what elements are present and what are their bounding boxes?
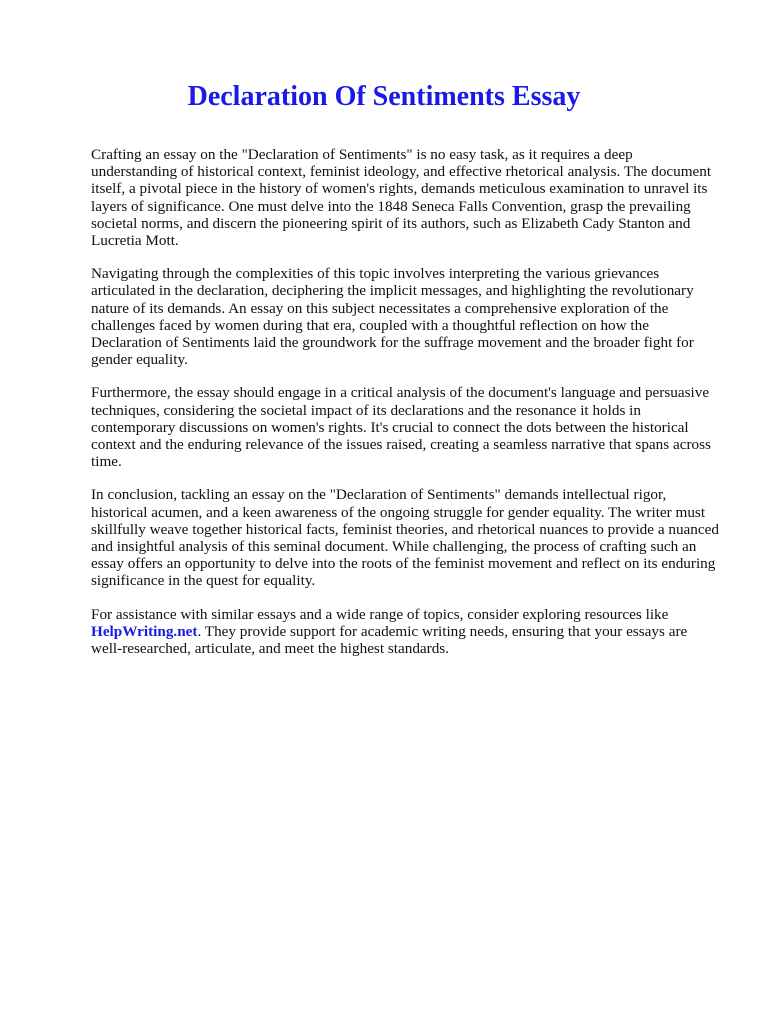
document-body: [91, 146, 721, 673]
paragraph-2: Navigating through the complexities of this topic involves interpreting the various grievances articulated in the declaration, deciphering the implicit messages, and highlighting the revolutionary nature of its demands. An essay on this subject necessitates a comprehensive exploration of the challenges faced by women during that era, coupled with a thoughtful reflection on how the Declaration of Sentiments laid the groundwork for the suffrage movement and the broader fight for gender equality.: [91, 265, 694, 369]
paragraph-4: In conclusion, tackling an essay on the "Declaration of Sentiments" demands intellectual rigor, historical acumen, and a keen awareness of the ongoing struggle for gender equality. The writer must skillfully weave together historical facts, feminist theories, and rhetorical nuances to provide a nuanced and insightful analysis of this seminal document. While challenging, the process of crafting such an essay offers an opportunity to delve into the roots of the feminist movement and reflect on its enduring significance in the quest for equality.: [91, 486, 719, 590]
closing-text-after-link: . They provide support for academic writing needs, ensuring that your essays are well-researched, articulate, and meet the highest standards.: [91, 622, 688, 658]
paragraph-3: Furthermore, the essay should engage in a critical analysis of the document's language and persuasive techniques, considering the societal impact of its declarations and the resonance it holds in contemporary discussions on women's rights. It's crucial to connect the dots between the historical context and the enduring relevance of the issues raised, creating a seamless narrative that spans across time.: [91, 384, 711, 471]
closing-paragraph: [91, 606, 721, 658]
document-title: Declaration Of Sentiments Essay: [187, 81, 581, 112]
paragraph-1: Crafting an essay on the "Declaration of Sentiments" is no easy task, as it requires a deep understanding of historical context, feminist ideology, and effective rhetorical analysis. The document itself, a pivotal piece in the history of women's rights, demands meticulous examination to unravel its layers of significance. One must delve into the 1848 Seneca Falls Convention, grasp the prevailing societal norms, and discern the pioneering spirit of its authors, such as Elizabeth Cady Stanton and Lucretia Mott.: [91, 146, 712, 250]
helpwriting-link[interactable]: HelpWriting.net: [91, 622, 198, 640]
closing-text-before-link: For assistance with similar essays and a wide range of topics, consider exploring resources like: [91, 605, 669, 623]
